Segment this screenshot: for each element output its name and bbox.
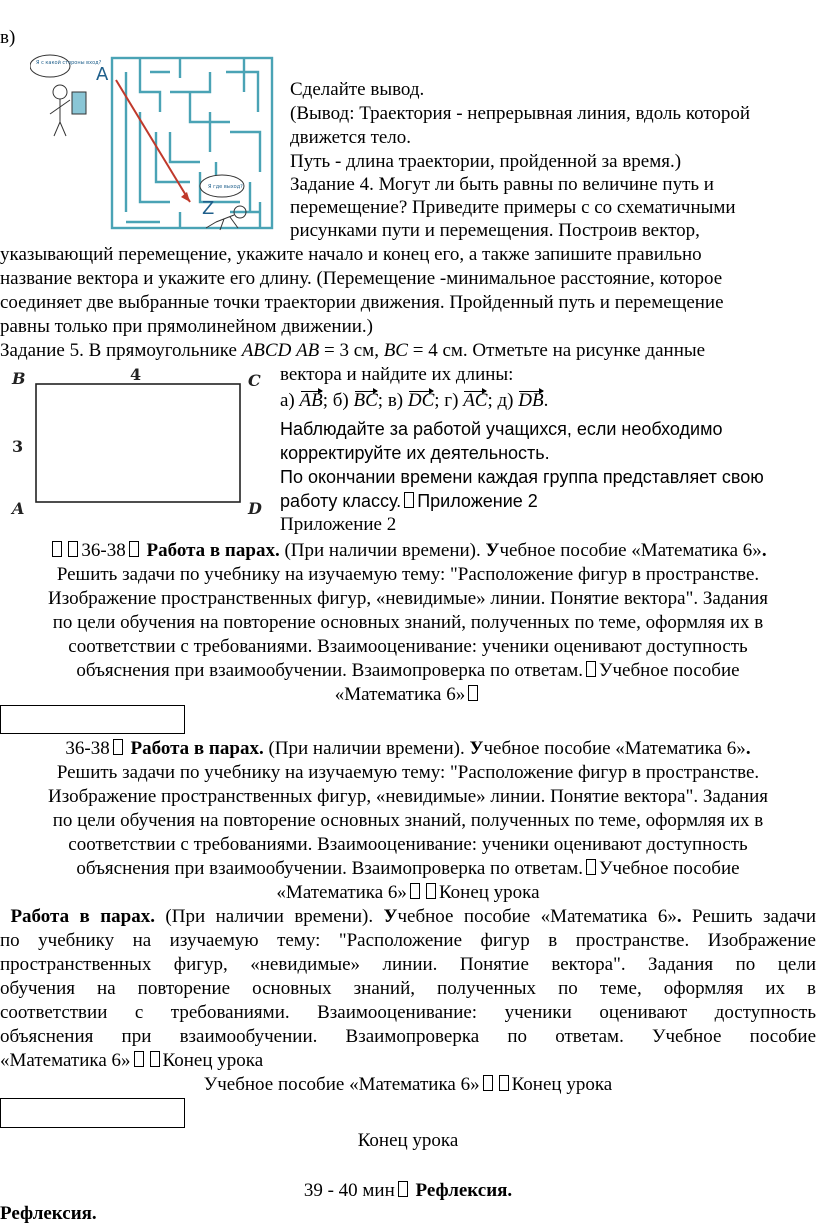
- vertex-c: C: [248, 371, 261, 390]
- speech-bubble-top: [30, 55, 70, 77]
- missing-glyph-icon: [586, 661, 596, 677]
- map-sheet: [72, 92, 86, 114]
- section-label: в): [0, 27, 16, 48]
- missing-glyph-icon: [483, 1075, 493, 1091]
- side-left-label: 3: [12, 437, 24, 456]
- svg-text:Я где выход?: Я где выход?: [208, 184, 243, 190]
- reflection-bottom: Рефлексия.: [0, 1203, 97, 1224]
- missing-glyph-icon: [150, 1051, 160, 1067]
- missing-glyph-icon: [586, 859, 596, 875]
- missing-glyph-icon: [134, 1051, 144, 1067]
- end-lesson: Конец урока: [357, 1130, 459, 1151]
- person-top-head: [53, 85, 67, 99]
- svg-text:Я с какой стороны вход?: Я с какой стороны вход?: [36, 60, 102, 66]
- empty-table-cell: [0, 705, 185, 734]
- task5-heading: Задание 5. В прямоугольнике ABCD AB = 3 см, BC = 4 см. Отметьте на рисунке данные: [0, 340, 706, 361]
- maze-border: [112, 58, 272, 228]
- appendix-label: Приложение 2: [280, 514, 397, 535]
- maze-label-a: А: [96, 64, 109, 85]
- missing-glyph-icon: [68, 541, 78, 557]
- missing-glyph-icon: [426, 883, 436, 899]
- rectangle-abcd: [36, 384, 240, 502]
- missing-glyph-icon: [113, 739, 123, 755]
- missing-glyph-icon: [404, 492, 414, 508]
- vertex-a: A: [12, 499, 25, 518]
- missing-glyph-icon: [468, 685, 478, 701]
- vector-list: а) AB; б) BC; в) DC; г) AC; д) DB.: [280, 390, 549, 411]
- missing-glyph-icon: [52, 541, 62, 557]
- book-end-line: Учебное пособие «Математика 6» Конец урока: [203, 1074, 613, 1095]
- maze-label-z: Z: [202, 198, 215, 219]
- rectangle-figure: [0, 362, 272, 518]
- vertex-b: B: [12, 369, 26, 388]
- missing-glyph-icon: [499, 1075, 509, 1091]
- missing-glyph-icon: [129, 541, 139, 557]
- side-top-label: 4: [130, 365, 142, 384]
- empty-table-cell: [0, 1098, 185, 1128]
- arrow-head: [181, 192, 190, 202]
- reflection-heading: 39 - 40 мин Рефлексия.: [303, 1180, 513, 1201]
- vertex-d: D: [248, 499, 262, 518]
- missing-glyph-icon: [398, 1181, 408, 1197]
- maze-illustration: [30, 52, 280, 234]
- missing-glyph-icon: [410, 883, 420, 899]
